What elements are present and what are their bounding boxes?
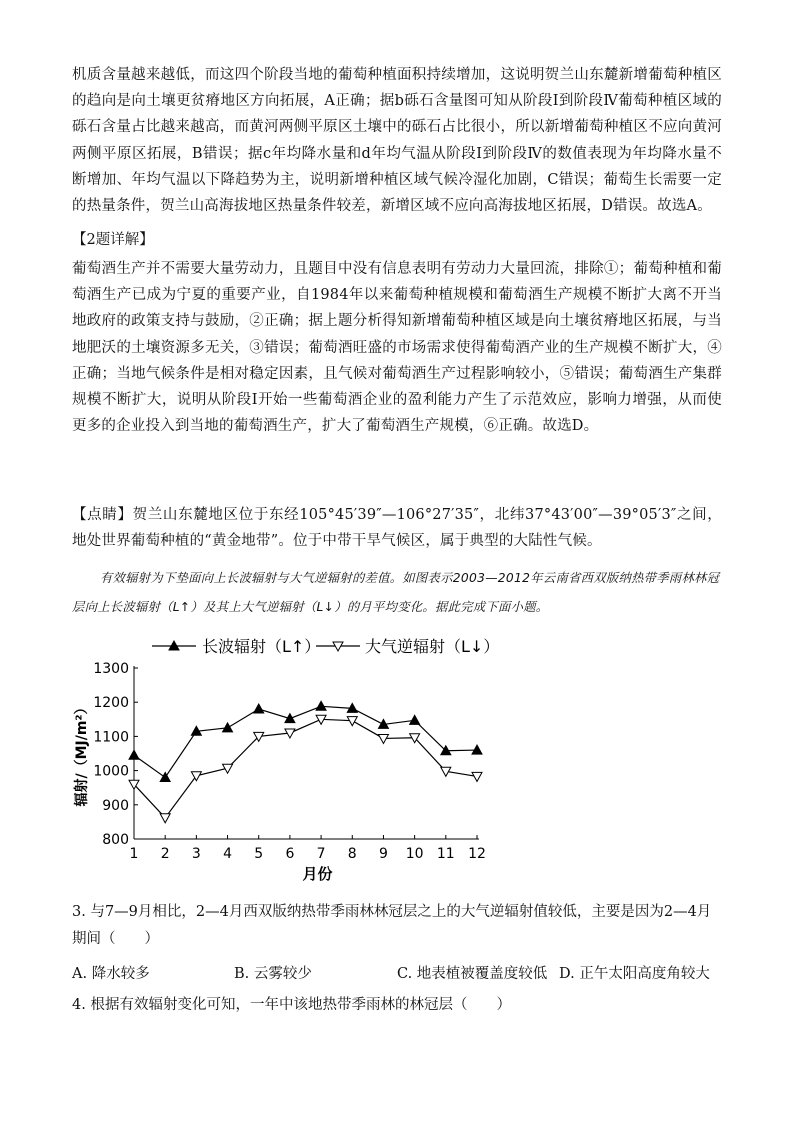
- data-point-longwave: [316, 701, 326, 710]
- y-tick-label: 1000: [93, 763, 129, 780]
- y-tick-label: 1200: [93, 695, 129, 712]
- x-tick-label: 7: [316, 846, 326, 862]
- series-line-1: [134, 706, 477, 777]
- question2-detail-heading: 【2题详解】: [72, 232, 154, 248]
- radiation-line-chart: [60, 628, 500, 888]
- data-point-counter-radiation: [347, 717, 357, 726]
- key-point-label: 【点睛】: [72, 507, 133, 523]
- question2-explanation-paragraph: 葡萄酒生产并不需要大量劳动力，且题目中没有信息表明有劳动力大量回流，排除①；葡萄种植和葡萄酒生产已成为宁夏的重要产业，自1984年以来葡萄种植规模和葡萄酒生产规模不断扩大离不开当地政府的政策支持与鼓励，②正确；据上题分析得知新增葡萄种植区域是向土壤贫瘠地区拓展，与当地肥沃的土壤资源多无关，③错误；葡萄酒旺盛的市场需求使得葡萄酒产业的生产规模不断扩大，④正确；当地气候条件是相对稳定因素，且气候对葡萄酒生产过程影响较小，⑤错误；葡萄酒生产集群规模不断扩大，说明从阶段Ⅰ开始一些葡萄酒企业的盈利能力产生了示范效应，影响力增强，从而使更多的企业投入到当地的葡萄酒生产，扩大了葡萄酒生产规模，⑥正确。故选D。: [72, 261, 722, 435]
- question3-options: [72, 962, 722, 984]
- legend-label-counter-radiation: 大气逆辐射（L↓）: [365, 637, 500, 656]
- x-tick-label: 2: [160, 846, 170, 862]
- option-d[interactable]: D. 正午太阳高度角较大: [559, 966, 710, 982]
- option-b[interactable]: B. 云雾较少: [234, 966, 312, 982]
- y-tick-label: 800: [102, 832, 129, 848]
- option-a[interactable]: A. 降水较多: [72, 966, 150, 982]
- data-point-counter-radiation: [472, 772, 482, 781]
- y-tick-label: 900: [102, 797, 129, 814]
- data-point-counter-radiation: [160, 814, 170, 823]
- y-tick-label: 1300: [93, 661, 129, 677]
- x-tick-label: 11: [436, 846, 455, 862]
- x-tick-label: 9: [378, 846, 388, 862]
- series-line-2: [134, 719, 477, 817]
- question4-stem: 4. 根据有效辐射变化可知，一年中该地热带季雨林的林冠层（ ）: [72, 997, 511, 1013]
- x-tick-label: 3: [191, 846, 201, 862]
- x-tick-label: 12: [468, 846, 486, 862]
- answer1-tail-paragraph: 机质含量越来越低，而这四个阶段当地的葡萄种植面积持续增加，这说明贺兰山东麓新增葡萄种植区的趋向是向土壤更贫瘠地区方向拓展，A正确；据b砾石含量图可知从阶段Ⅰ到阶段Ⅳ葡萄种植区域的砾石含量占比越来越高，而黄河两侧平原区土壤中的砾石占比很小，所以新增葡萄种植区不应向黄河两侧平原区拓展，B错误；据c年均降水量和d年均气温从阶段Ⅰ到阶段Ⅳ的数值表现为年均降水量不断增加、年均气温以下降趋势为主，说明新增种植区域气候冷湿化加剧，C错误；葡萄生长需要一定的热量条件，贺兰山高海拔地区热量条件较差，新增区域不应向高海拔地区拓展，D错误。故选A。: [72, 67, 722, 215]
- x-axis-title: 月份: [302, 865, 333, 883]
- question-intro: 有效辐射为下垫面向上长波辐射与大气逆辐射的差值。如图表示2003—2012年云南省西双版纳热带季雨林林冠层向上长波辐射（L↑）及其上大气逆辐射（L↓）的月平均变化。据此完成下面小题。: [72, 571, 720, 614]
- data-point-longwave: [129, 750, 139, 759]
- legend-label-longwave: 长波辐射（L↑）: [202, 637, 321, 656]
- data-point-longwave: [160, 772, 170, 781]
- key-point-paragraph: [72, 502, 722, 554]
- x-tick-label: 6: [285, 846, 295, 862]
- x-tick-label: 5: [254, 846, 264, 862]
- y-tick-label: 1100: [93, 729, 129, 746]
- data-point-counter-radiation: [191, 772, 201, 781]
- x-tick-label: 4: [223, 846, 233, 862]
- data-point-longwave: [254, 704, 264, 713]
- x-tick-label: 1: [129, 846, 139, 862]
- data-point-longwave: [410, 715, 420, 724]
- key-point-text: 贺兰山东麓地区位于东经105°45′39″—106°27′35″，北纬37°43′00″—39°05′3″之间，地处世界葡萄种植的“黄金地带”。位于中带干旱气候区，属于典型的大陆性气候。: [72, 507, 722, 550]
- question3-stem: 3. 与7—9月相比，2—4月西双版纳热带季雨林林冠层之上的大气逆辐射值较低，主要是因为2—4月期间（ ）: [72, 904, 712, 947]
- y-axis-title: 辐射/（MJ/m²）: [74, 700, 90, 807]
- option-c[interactable]: C. 地表植被覆盖度较低: [397, 966, 548, 982]
- x-tick-label: 10: [405, 846, 424, 862]
- x-tick-label: 8: [347, 846, 357, 862]
- data-point-longwave: [223, 723, 233, 732]
